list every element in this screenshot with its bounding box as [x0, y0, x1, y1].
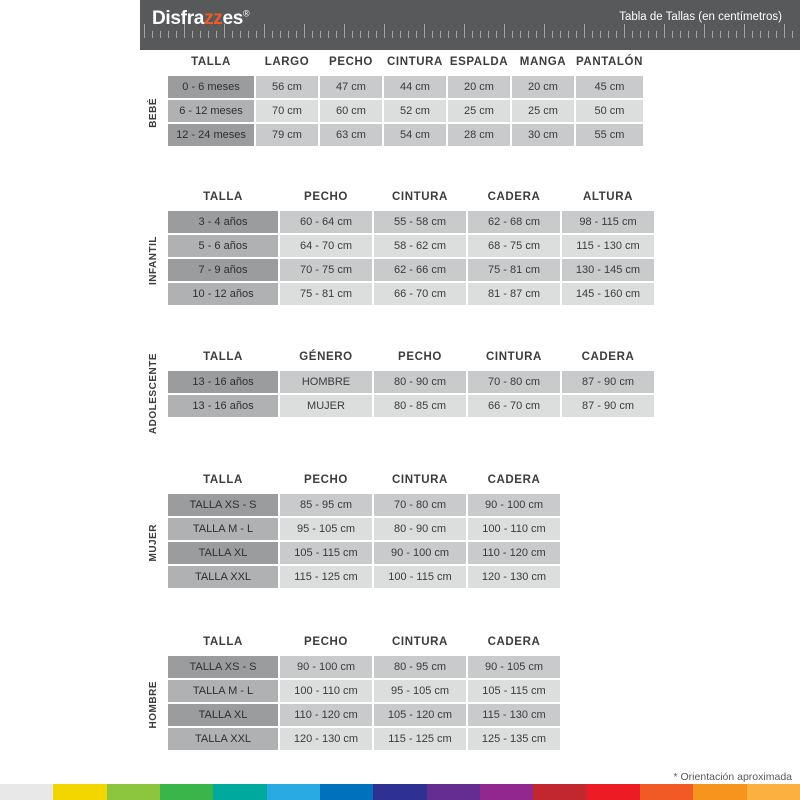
measurement-cell: 80 - 85 cm	[374, 395, 466, 417]
ruler-tick	[640, 31, 641, 38]
measurement-cell: 80 - 90 cm	[374, 371, 466, 393]
size-table	[166, 630, 562, 752]
size-name-cell: 5 - 6 años	[168, 235, 278, 257]
ruler-tick	[456, 31, 457, 38]
measurement-cell: 44 cm	[384, 76, 446, 98]
rainbow-stripe	[640, 784, 693, 800]
column-header: TALLA	[203, 191, 243, 203]
table-category-label-text: INFANTIL	[147, 235, 159, 285]
measurement-cell: 130 - 145 cm	[562, 259, 654, 281]
measurement-cell: 79 cm	[256, 124, 318, 146]
column-header: CADERA	[581, 351, 635, 363]
measurement-cell: 110 - 120 cm	[280, 704, 372, 726]
measurement-cell: 30 cm	[512, 124, 574, 146]
size-table-block	[147, 185, 656, 307]
ruler-tick	[360, 31, 361, 38]
ruler-tick	[696, 31, 697, 38]
size-name-cell: TALLA XL	[168, 542, 278, 564]
ruler-tick	[416, 31, 417, 38]
ruler-tick	[784, 24, 785, 38]
measurement-cell: 105 - 115 cm	[468, 680, 560, 702]
ruler-tick	[216, 31, 217, 38]
table-category-label	[142, 353, 164, 435]
ruler-tick	[792, 31, 793, 38]
measurement-cell: 100 - 110 cm	[280, 680, 372, 702]
ruler-tick	[512, 31, 513, 38]
size-name-cell: 6 - 12 meses	[168, 100, 254, 122]
table-row	[168, 259, 654, 281]
column-header: CADERA	[487, 191, 541, 203]
table-category-label-text: HOMBRE	[147, 681, 159, 729]
size-name-cell: 12 - 24 meses	[168, 124, 254, 146]
measurement-cell: 28 cm	[448, 124, 510, 146]
measurement-cell: 115 - 130 cm	[468, 704, 560, 726]
ruler-tick	[200, 31, 201, 38]
ruler-tick	[152, 31, 153, 38]
ruler-tick	[736, 31, 737, 38]
ruler-tick	[256, 31, 257, 38]
ruler-tick	[248, 31, 249, 38]
column-header: TALLA	[191, 56, 231, 68]
measurement-cell: 120 - 130 cm	[468, 566, 560, 588]
measurement-cell: 20 cm	[448, 76, 510, 98]
logo-text-b: es	[222, 8, 244, 29]
ruler-tick	[312, 31, 313, 38]
measurement-cell: 80 - 90 cm	[374, 518, 466, 540]
column-header: CADERA	[487, 474, 541, 486]
ruler-tick	[288, 31, 289, 38]
ruler-tick	[544, 24, 545, 38]
table-row	[168, 656, 560, 678]
size-table	[166, 185, 656, 307]
ruler-tick	[448, 31, 449, 38]
measurement-cell: MUJER	[280, 395, 372, 417]
measurement-cell: 95 - 105 cm	[374, 680, 466, 702]
column-header: CINTURA	[486, 351, 542, 363]
ruler-tick	[376, 31, 377, 38]
measurement-cell: 55 - 58 cm	[374, 211, 466, 233]
measurement-cell: 87 - 90 cm	[562, 371, 654, 393]
measurement-cell: 105 - 115 cm	[280, 542, 372, 564]
column-header: PECHO	[304, 191, 348, 203]
column-header: TALLA	[203, 474, 243, 486]
measurement-cell: 62 - 66 cm	[374, 259, 466, 281]
measurement-cell: 63 cm	[320, 124, 382, 146]
ruler-tick	[336, 31, 337, 38]
measurement-cell: 47 cm	[320, 76, 382, 98]
ruler-tick	[768, 31, 769, 38]
size-name-cell: 10 - 12 años	[168, 283, 278, 305]
ruler-tick	[168, 31, 169, 38]
table-row	[168, 728, 560, 750]
ruler-tick	[568, 31, 569, 38]
table-header-row	[168, 470, 560, 492]
ruler-tick	[464, 24, 465, 38]
measurement-cell: 60 - 64 cm	[280, 211, 372, 233]
column-header: GÉNERO	[299, 351, 353, 363]
ruler-tick	[304, 24, 305, 38]
column-header: CINTURA	[392, 474, 448, 486]
measurement-cell: 54 cm	[384, 124, 446, 146]
logo-registered-mark: ®	[243, 8, 250, 19]
measurement-cell: 115 - 125 cm	[280, 566, 372, 588]
rainbow-stripe	[373, 784, 426, 800]
ruler-tick	[264, 24, 265, 38]
measurement-cell: 81 - 87 cm	[468, 283, 560, 305]
table-row	[168, 566, 560, 588]
logo-text-accent: zz	[204, 8, 223, 29]
page-title: Tabla de Tallas (en centímetros)	[619, 11, 782, 23]
ruler-tick	[752, 31, 753, 38]
table-row	[168, 542, 560, 564]
ruler-tick	[344, 24, 345, 38]
column-header: TALLA	[203, 636, 243, 648]
measurement-cell: 70 - 80 cm	[468, 371, 560, 393]
measurement-cell: 90 - 105 cm	[468, 656, 560, 678]
table-row	[168, 211, 654, 233]
measurement-cell: 100 - 115 cm	[374, 566, 466, 588]
measurement-cell: 90 - 100 cm	[280, 656, 372, 678]
table-row	[168, 76, 643, 98]
measurement-cell: 62 - 68 cm	[468, 211, 560, 233]
ruler-tick	[520, 31, 521, 38]
ruler-tick	[328, 31, 329, 38]
rainbow-stripe	[53, 784, 106, 800]
rainbow-footer	[0, 784, 800, 800]
ruler-tick	[536, 31, 537, 38]
ruler-tick	[192, 31, 193, 38]
measurement-cell: 52 cm	[384, 100, 446, 122]
measurement-cell: 145 - 160 cm	[562, 283, 654, 305]
size-name-cell: TALLA XXL	[168, 566, 278, 588]
size-name-cell: TALLA M - L	[168, 518, 278, 540]
size-name-cell: 7 - 9 años	[168, 259, 278, 281]
table-row	[168, 704, 560, 726]
rainbow-stripe	[0, 784, 53, 800]
ruler-tick	[384, 24, 385, 38]
logo-text-a: Disfra	[152, 8, 205, 29]
measurement-cell: 100 - 110 cm	[468, 518, 560, 540]
ruler-tick	[400, 31, 401, 38]
column-header: PECHO	[398, 351, 442, 363]
ruler-tick	[272, 31, 273, 38]
column-header: PECHO	[304, 636, 348, 648]
ruler-tick	[208, 31, 209, 38]
ruler-tick	[352, 31, 353, 38]
ruler-tick	[584, 24, 585, 38]
measurement-cell: HOMBRE	[280, 371, 372, 393]
measurement-cell: 45 cm	[576, 76, 643, 98]
table-row	[168, 283, 654, 305]
ruler-tick	[144, 24, 145, 38]
size-name-cell: 3 - 4 años	[168, 211, 278, 233]
size-name-cell: TALLA XS - S	[168, 494, 278, 516]
ruler-tick	[600, 31, 601, 38]
size-table	[166, 50, 645, 148]
table-row	[168, 518, 560, 540]
measurement-cell: 20 cm	[512, 76, 574, 98]
ruler-tick	[616, 31, 617, 38]
ruler-tick	[672, 31, 673, 38]
rainbow-stripe	[267, 784, 320, 800]
table-header-row	[168, 187, 654, 209]
table-header-row	[168, 347, 654, 369]
column-header: ALTURA	[582, 191, 633, 203]
column-header: MANGA	[519, 56, 567, 68]
ruler-tick	[280, 31, 281, 38]
measurement-cell: 105 - 120 cm	[374, 704, 466, 726]
ruler-tick	[472, 31, 473, 38]
ruler-tick	[760, 31, 761, 38]
ruler-tick	[552, 31, 553, 38]
size-name-cell: 13 - 16 años	[168, 395, 278, 417]
size-name-cell: TALLA XL	[168, 704, 278, 726]
table-row	[168, 494, 560, 516]
ruler-tick	[688, 31, 689, 38]
measurement-cell: 66 - 70 cm	[374, 283, 466, 305]
size-name-cell: TALLA M - L	[168, 680, 278, 702]
ruler-tick	[624, 24, 625, 38]
rainbow-stripe	[587, 784, 640, 800]
ruler-tick	[240, 31, 241, 38]
ruler-tick	[320, 31, 321, 38]
ruler-tick	[160, 31, 161, 38]
rainbow-stripe	[480, 784, 533, 800]
rainbow-stripe	[533, 784, 586, 800]
measurement-cell: 85 - 95 cm	[280, 494, 372, 516]
measurement-cell: 125 - 135 cm	[468, 728, 560, 750]
ruler-tick	[664, 24, 665, 38]
column-header: PECHO	[304, 474, 348, 486]
size-name-cell: 0 - 6 meses	[168, 76, 254, 98]
table-row	[168, 395, 654, 417]
rainbow-stripe	[107, 784, 160, 800]
ruler-tick	[424, 24, 425, 38]
table-category-label-text: BEBÉ	[147, 97, 159, 128]
table-row	[168, 235, 654, 257]
size-table-block	[147, 468, 562, 590]
size-table-block	[147, 345, 656, 435]
ruler-tick	[392, 31, 393, 38]
column-header: ESPALDA	[449, 56, 509, 68]
measurement-cell: 75 - 81 cm	[468, 259, 560, 281]
table-row	[168, 124, 643, 146]
size-name-cell: TALLA XXL	[168, 728, 278, 750]
rainbow-stripe	[320, 784, 373, 800]
ruler-tick	[560, 31, 561, 38]
measurement-cell: 70 - 75 cm	[280, 259, 372, 281]
column-header: CINTURA	[387, 56, 443, 68]
ruler-tick	[712, 31, 713, 38]
table-category-label	[142, 208, 164, 312]
ruler-tick	[576, 31, 577, 38]
ruler-tick	[368, 31, 369, 38]
measurement-cell: 115 - 125 cm	[374, 728, 466, 750]
ruler-tick	[608, 31, 609, 38]
ruler-tick	[632, 31, 633, 38]
measurement-cell: 68 - 75 cm	[468, 235, 560, 257]
ruler-tick	[296, 31, 297, 38]
ruler-tick	[232, 31, 233, 38]
ruler-tick	[656, 31, 657, 38]
measurement-cell: 66 - 70 cm	[468, 395, 560, 417]
measurement-cell: 75 - 81 cm	[280, 283, 372, 305]
measurement-cell: 110 - 120 cm	[468, 542, 560, 564]
measurement-cell: 115 - 130 cm	[562, 235, 654, 257]
table-row	[168, 680, 560, 702]
measurement-cell: 25 cm	[448, 100, 510, 122]
column-header: CINTURA	[392, 191, 448, 203]
column-header: PECHO	[329, 56, 373, 68]
measurement-cell: 70 - 80 cm	[374, 494, 466, 516]
column-header: TALLA	[203, 351, 243, 363]
measurement-cell: 55 cm	[576, 124, 643, 146]
measurement-cell: 70 cm	[256, 100, 318, 122]
size-table	[166, 468, 562, 590]
table-category-label-text: MUJER	[147, 524, 159, 562]
ruler-tick	[680, 31, 681, 38]
ruler-tick	[704, 24, 705, 38]
measurement-cell: 25 cm	[512, 100, 574, 122]
table-row	[168, 371, 654, 393]
rainbow-stripe	[427, 784, 480, 800]
brand-logo	[152, 8, 249, 30]
measurement-cell: 120 - 130 cm	[280, 728, 372, 750]
ruler-tick	[408, 31, 409, 38]
rainbow-stripe	[160, 784, 213, 800]
column-header: CADERA	[487, 636, 541, 648]
ruler-tick	[528, 31, 529, 38]
ruler-tick	[432, 31, 433, 38]
ruler-tick	[488, 31, 489, 38]
size-name-cell: 13 - 16 años	[168, 371, 278, 393]
ruler-tick	[592, 31, 593, 38]
table-row	[168, 100, 643, 122]
rainbow-stripe	[213, 784, 266, 800]
measurement-cell: 90 - 100 cm	[374, 542, 466, 564]
table-category-label	[142, 653, 164, 757]
ruler-tick	[744, 24, 745, 38]
size-table-block	[147, 630, 562, 752]
header-bar	[140, 0, 800, 50]
table-category-label	[142, 73, 164, 152]
measurement-cell: 95 - 105 cm	[280, 518, 372, 540]
rainbow-stripe	[693, 784, 746, 800]
ruler-tick	[728, 31, 729, 38]
size-table-block	[147, 50, 645, 148]
measurement-cell: 56 cm	[256, 76, 318, 98]
table-category-label-text: ADOLESCENTE	[147, 353, 159, 435]
measurement-cell: 58 - 62 cm	[374, 235, 466, 257]
ruler-tick	[504, 24, 505, 38]
table-header-row	[168, 52, 643, 74]
footnote: * Orientación aproximada	[673, 771, 792, 783]
rainbow-stripe	[747, 784, 800, 800]
measurement-cell: 90 - 100 cm	[468, 494, 560, 516]
measurement-cell: 50 cm	[576, 100, 643, 122]
ruler-tick	[480, 31, 481, 38]
column-header: LARGO	[264, 56, 310, 68]
ruler-tick	[648, 31, 649, 38]
ruler-tick	[776, 31, 777, 38]
column-header: PANTALÓN	[576, 56, 643, 68]
size-name-cell: TALLA XS - S	[168, 656, 278, 678]
measurement-cell: 98 - 115 cm	[562, 211, 654, 233]
ruler-tick	[440, 31, 441, 38]
measurement-cell: 60 cm	[320, 100, 382, 122]
measurement-cell: 64 - 70 cm	[280, 235, 372, 257]
table-category-label	[142, 491, 164, 595]
measurement-cell: 80 - 95 cm	[374, 656, 466, 678]
measurement-cell: 87 - 90 cm	[562, 395, 654, 417]
ruler-tick	[720, 31, 721, 38]
ruler-tick	[176, 31, 177, 38]
size-table	[166, 345, 656, 419]
column-header: CINTURA	[392, 636, 448, 648]
ruler-tick	[496, 31, 497, 38]
table-header-row	[168, 632, 560, 654]
